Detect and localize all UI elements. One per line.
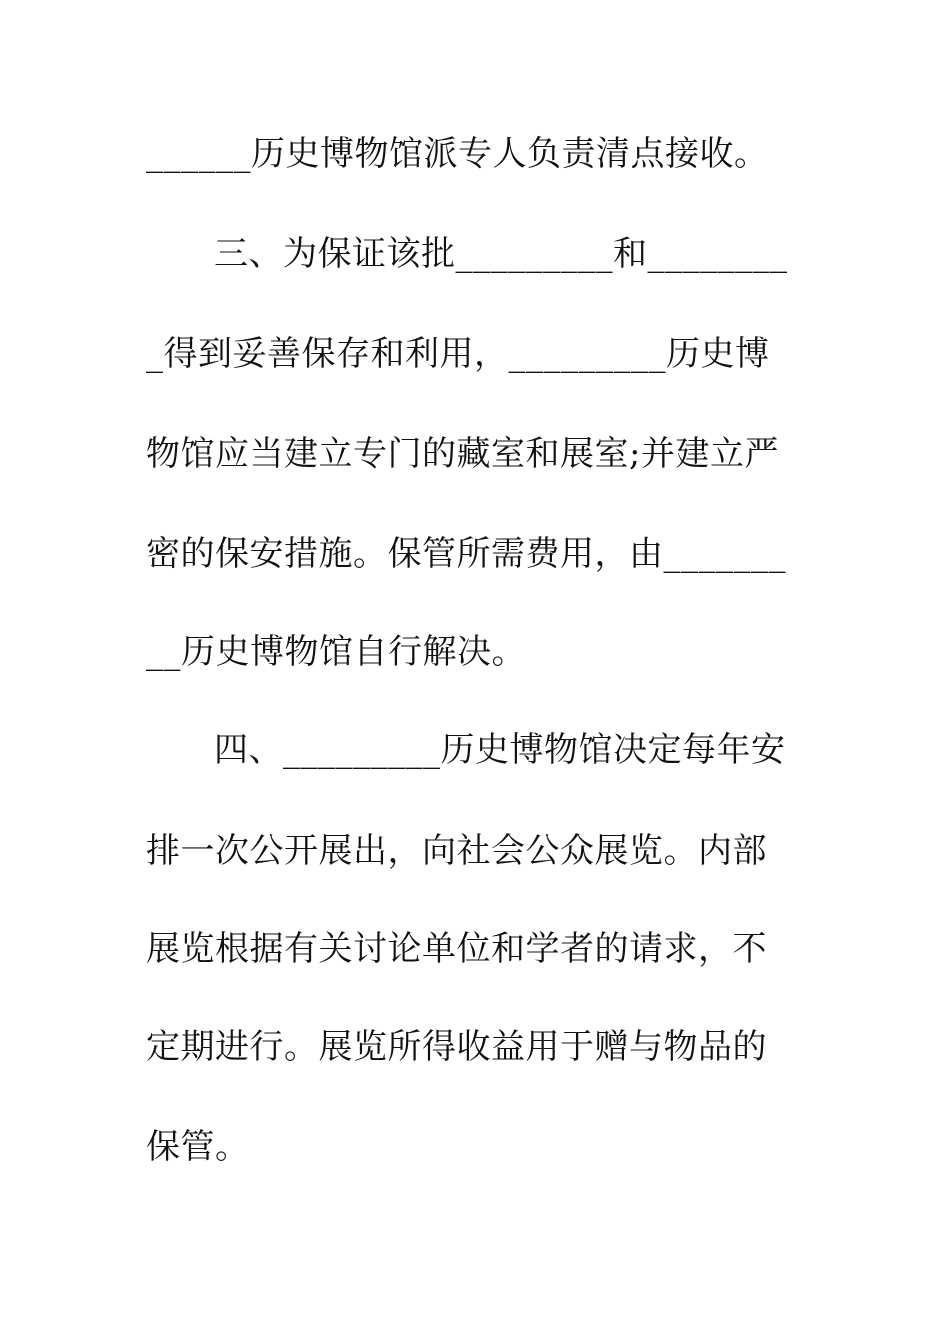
paragraph-line: 三、为保证该批_________和________ <box>214 234 788 274</box>
paragraph-line: 四、_________历史博物馆决定每年安 <box>214 730 786 770</box>
paragraph-line: 定期进行。展览所得收益用于赠与物品的 <box>146 1027 767 1067</box>
paragraph-line: 密的保安措施。保管所需费用，由_______ <box>146 534 786 574</box>
paragraph-line: 保管。 <box>146 1127 250 1167</box>
paragraph-line: _得到妥善保存和利用，_________历史博 <box>146 334 770 374</box>
paragraph-line: __历史博物馆自行解决。 <box>146 632 526 672</box>
paragraph-line: 排一次公开展出，向社会公众展览。内部 <box>146 831 767 871</box>
paragraph-line: 物馆应当建立专门的藏室和展室;并建立严 <box>146 434 779 474</box>
paragraph-line: ______历史博物馆派专人负责清点接收。 <box>146 134 769 174</box>
paragraph-line: 展览根据有关讨论单位和学者的请求，不 <box>146 929 767 969</box>
